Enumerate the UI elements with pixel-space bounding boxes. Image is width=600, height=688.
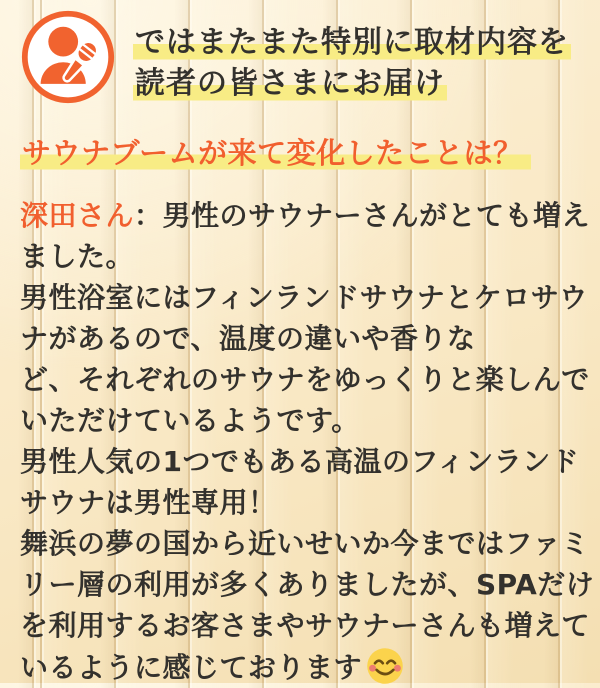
speaker-name: 深田さん (20, 199, 135, 232)
answer-line: ナがあるので、温度の違いや香りな (20, 322, 476, 355)
answer-line: ど、それぞれのサウナをゆっくりと楽しんで (20, 363, 590, 396)
speech-line-2: 読者の皆さまにお届け (135, 66, 445, 101)
answer-line: 舞浜の夢の国から近いせいか今まではファミ (20, 527, 590, 560)
interviewer-icon (20, 9, 116, 105)
answer-line: を利用するお客さまやサウナーさんも増えて (20, 609, 591, 642)
section-heading-text: サウナブームが来て変化したことは？ (20, 136, 531, 170)
reporter-microphone-icon (20, 9, 116, 105)
interview-answer (20, 195, 595, 688)
answer-line: いただけているようです。 (20, 404, 360, 437)
speech-line-1: ではまたまた特別に取材内容を (135, 25, 569, 60)
speech-text (133, 22, 571, 104)
answer-line: サウナは男性専用！ (20, 486, 277, 519)
answer-line-last (20, 646, 580, 688)
section-heading (20, 133, 580, 173)
answer-line: リー層の利用が多くありましたが、SPAだけ (20, 568, 595, 601)
answer-line-text: ：男性のサウナーさんがとても増え (134, 199, 591, 232)
answer-line: ました。 (20, 240, 135, 273)
answer-line (20, 195, 591, 236)
answer-line: 男性人気の1つでもある高温のフィンランド (20, 445, 580, 478)
smiling-face-emoji (365, 646, 405, 686)
interviewer-speech-block (20, 9, 580, 105)
answer-line: 男性浴室にはフィンランドサウナとケロサウ (20, 281, 588, 314)
answer-line-text: いるように感じております (20, 651, 363, 684)
